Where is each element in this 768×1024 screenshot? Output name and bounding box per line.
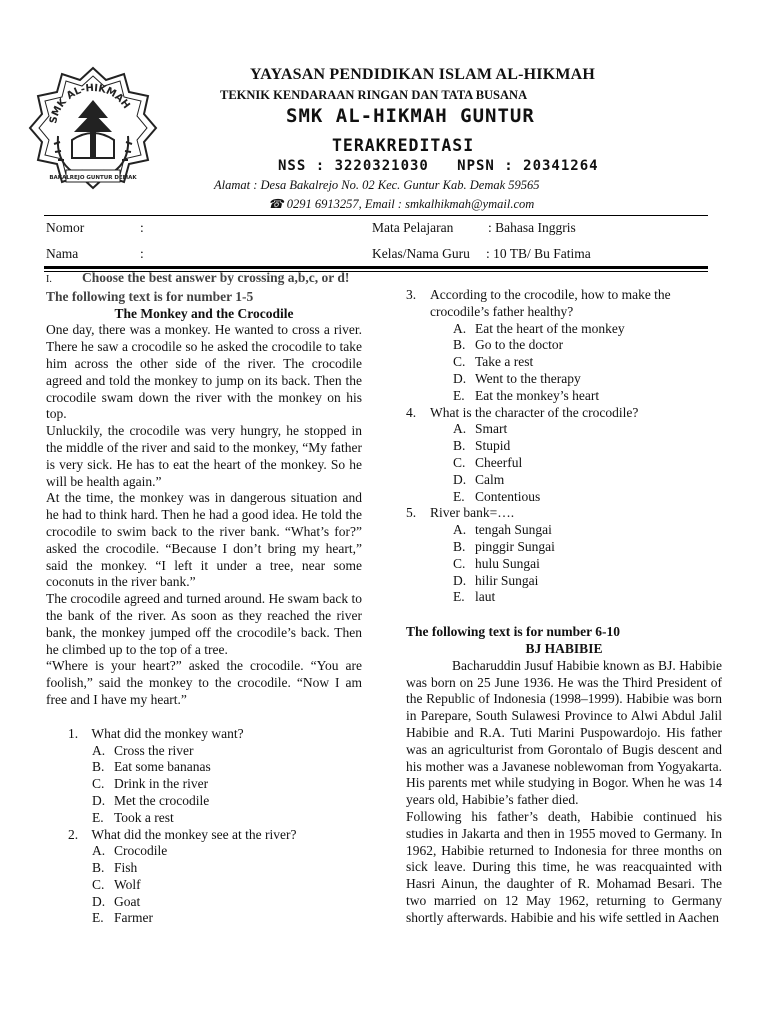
question: [406, 405, 722, 422]
school-logo: [28, 66, 158, 214]
answer-option[interactable]: C. Drink in the river: [92, 776, 209, 792]
program-name: TEKNIK KENDARAAN RINGAN DAN TATA BUSANA: [220, 88, 528, 102]
nama-colon: :: [140, 246, 144, 261]
right-column: [406, 287, 722, 926]
answer-option[interactable]: B. Stupid: [453, 438, 511, 454]
text2-paragraph: Bacharuddin Jusuf Habibie known as BJ. Habibie was born on 25 June 1936. He was the Third President of the Republic of Indonesia (1998–1999). Habibie was born in Parepare, South Sulawesi Province to Alwi Abdul Jalil Habibie and R.A. Tuti Marini Puspowardojo. His father was an agriculturist from Gorontalo of Bugis descent and his mother was a Javanese noblewoman from Yogyakarta. His parents met while studying in Bogor. When he was 14 years old, Habibie’s father died.: [406, 657, 722, 808]
answer-option[interactable]: B. Eat some bananas: [92, 759, 211, 775]
text2-intro: The following text is for number 6-10: [406, 624, 620, 640]
accreditation: TERAKREDITASI: [332, 136, 475, 155]
question: [46, 827, 362, 844]
answer-option[interactable]: C. hulu Sungai: [453, 555, 540, 571]
subject-value: : Bahasa Inggris: [488, 220, 576, 235]
text1-paragraph: One day, there was a monkey. He wanted to cross a river. There he saw a crocodile so he asked the crocodile to take him across the other side of the river. The crocodile agreed and told the monkey to jump on its back. Then the crocodile swam down the river with the monkey on his top.: [46, 322, 362, 422]
left-column: [46, 270, 362, 927]
answer-option[interactable]: A. tengah Sungai: [453, 522, 552, 538]
answer-option[interactable]: B. Go to the doctor: [453, 337, 564, 353]
text2-title: BJ HABIBIE: [525, 640, 603, 656]
question-text: According to the crocodile, how to make the crocodile’s father healthy?: [430, 287, 671, 319]
question-number: 4.: [406, 404, 417, 420]
text1-paragraph: The crocodile agreed and turned around. He swam back to the bank of the river. As soon as they reached the river bank, the monkey jumped off the crocodile’s back. Then he climbed up to the top of a tree.: [46, 591, 362, 657]
svg-text:SMK AL-HIKMAH: SMK AL-HIKMAH: [48, 82, 132, 125]
answer-option[interactable]: D. Went to the therapy: [453, 370, 581, 386]
answer-option[interactable]: C. Cheerful: [453, 454, 523, 470]
section-instruction: Choose the best answer by crossing a,b,c, or d!: [82, 270, 350, 285]
answer-option[interactable]: C. Take a rest: [453, 354, 534, 370]
answer-option[interactable]: A. Cross the river: [92, 742, 194, 758]
text1-paragraph: “Where is your heart?” asked the crocodile. “You are foolish,” said the monkey to the crocodile. “Now I am free and I have my heart.”: [46, 658, 362, 707]
answer-option[interactable]: A. Crocodile: [92, 843, 168, 859]
school-contact: ☎ 0291 6913257, Email : smkalhikmah@ymail.com: [268, 197, 535, 211]
answer-option[interactable]: E. laut: [453, 589, 496, 605]
question-number: 5.: [406, 505, 417, 521]
question-number: 2.: [68, 826, 79, 842]
form-divider-thick: [44, 266, 708, 269]
text1-intro: The following text is for number 1-5: [46, 288, 254, 304]
text1-title: The Monkey and the Crocodile: [114, 305, 294, 321]
answer-option[interactable]: D. Calm: [453, 471, 505, 487]
question-number: 1.: [68, 725, 79, 741]
question-text: What did the monkey see at the river?: [91, 826, 297, 842]
nomor-label: Nomor: [46, 220, 85, 235]
answer-option[interactable]: A. Eat the heart of the monkey: [453, 320, 625, 336]
answer-option[interactable]: E. Farmer: [92, 910, 153, 926]
school-name: SMK AL-HIKMAH GUNTUR: [286, 105, 535, 127]
answer-option[interactable]: E. Eat the monkey’s heart: [453, 387, 600, 403]
class-value: : 10 TB/ Bu Fatima: [486, 246, 591, 261]
class-label: Kelas/Nama Guru: [372, 246, 470, 261]
logo-banner-text: BAKALREJO GUNTUR DEMAK: [49, 175, 137, 181]
text1-paragraph: At the time, the monkey was in dangerous situation and he had to think hard. Then he had a good idea. He told the crocodile to swim back to the river bank. “What’s for?” asked the crocodile. “Because I don’t bring my heart,” said the monkey. “I left it under a tree, near some coconuts in the river bank.”: [46, 490, 362, 590]
nomor-colon: :: [140, 220, 144, 235]
answer-option[interactable]: B. pinggir Sungai: [453, 538, 555, 554]
answer-option[interactable]: D. Goat: [92, 893, 141, 909]
question-text: What is the character of the crocodile?: [430, 404, 639, 420]
school-address: Alamat : Desa Bakalrejo No. 02 Kec. Guntur Kab. Demak 59565: [214, 178, 540, 192]
question: [46, 726, 362, 743]
school-ids: NSS : 3220321030 NPSN : 20341264: [278, 158, 599, 174]
answer-option[interactable]: D. hilir Sungai: [453, 572, 539, 588]
text2-paragraph: Following his father’s death, Habibie continued his studies in Jakarta and then in 1955 moved to Germany. In 1962, Habibie returned to Indonesia for three months on sick leave. During this time, he was reacquainted with Hasri Ainun, the daughter of R. Mohamad Besari. The two married on 12 May 1962, returning to Germany shortly afterwards. Habibie and his wife settled in Aachen: [406, 808, 722, 925]
question: [406, 287, 722, 321]
question: [406, 505, 722, 522]
question-text: What did the monkey want?: [91, 725, 244, 741]
foundation-name: YAYASAN PENDIDIKAN ISLAM AL-HIKMAH: [250, 66, 596, 83]
answer-option[interactable]: A. Smart: [453, 421, 508, 437]
header-divider: [44, 215, 708, 216]
nama-label: Nama: [46, 246, 79, 261]
answer-option[interactable]: C. Wolf: [92, 876, 141, 892]
section-heading: [46, 270, 362, 289]
answer-option[interactable]: E. Took a rest: [92, 809, 174, 825]
subject-label: Mata Pelajaran: [372, 220, 454, 235]
answer-option[interactable]: B. Fish: [92, 860, 138, 876]
question-text: River bank=….: [430, 505, 515, 521]
question-number: 3.: [406, 287, 417, 302]
section-number: I.: [46, 274, 52, 285]
text1-paragraph: Unluckily, the crocodile was very hungry, he stopped in the middle of the river and said to the monkey, “My father is very sick. He has to eat the heart of the monkey. So he will be health again.”: [46, 423, 362, 489]
answer-option[interactable]: E. Contentious: [453, 488, 541, 504]
answer-option[interactable]: D. Met the crocodile: [92, 792, 210, 808]
